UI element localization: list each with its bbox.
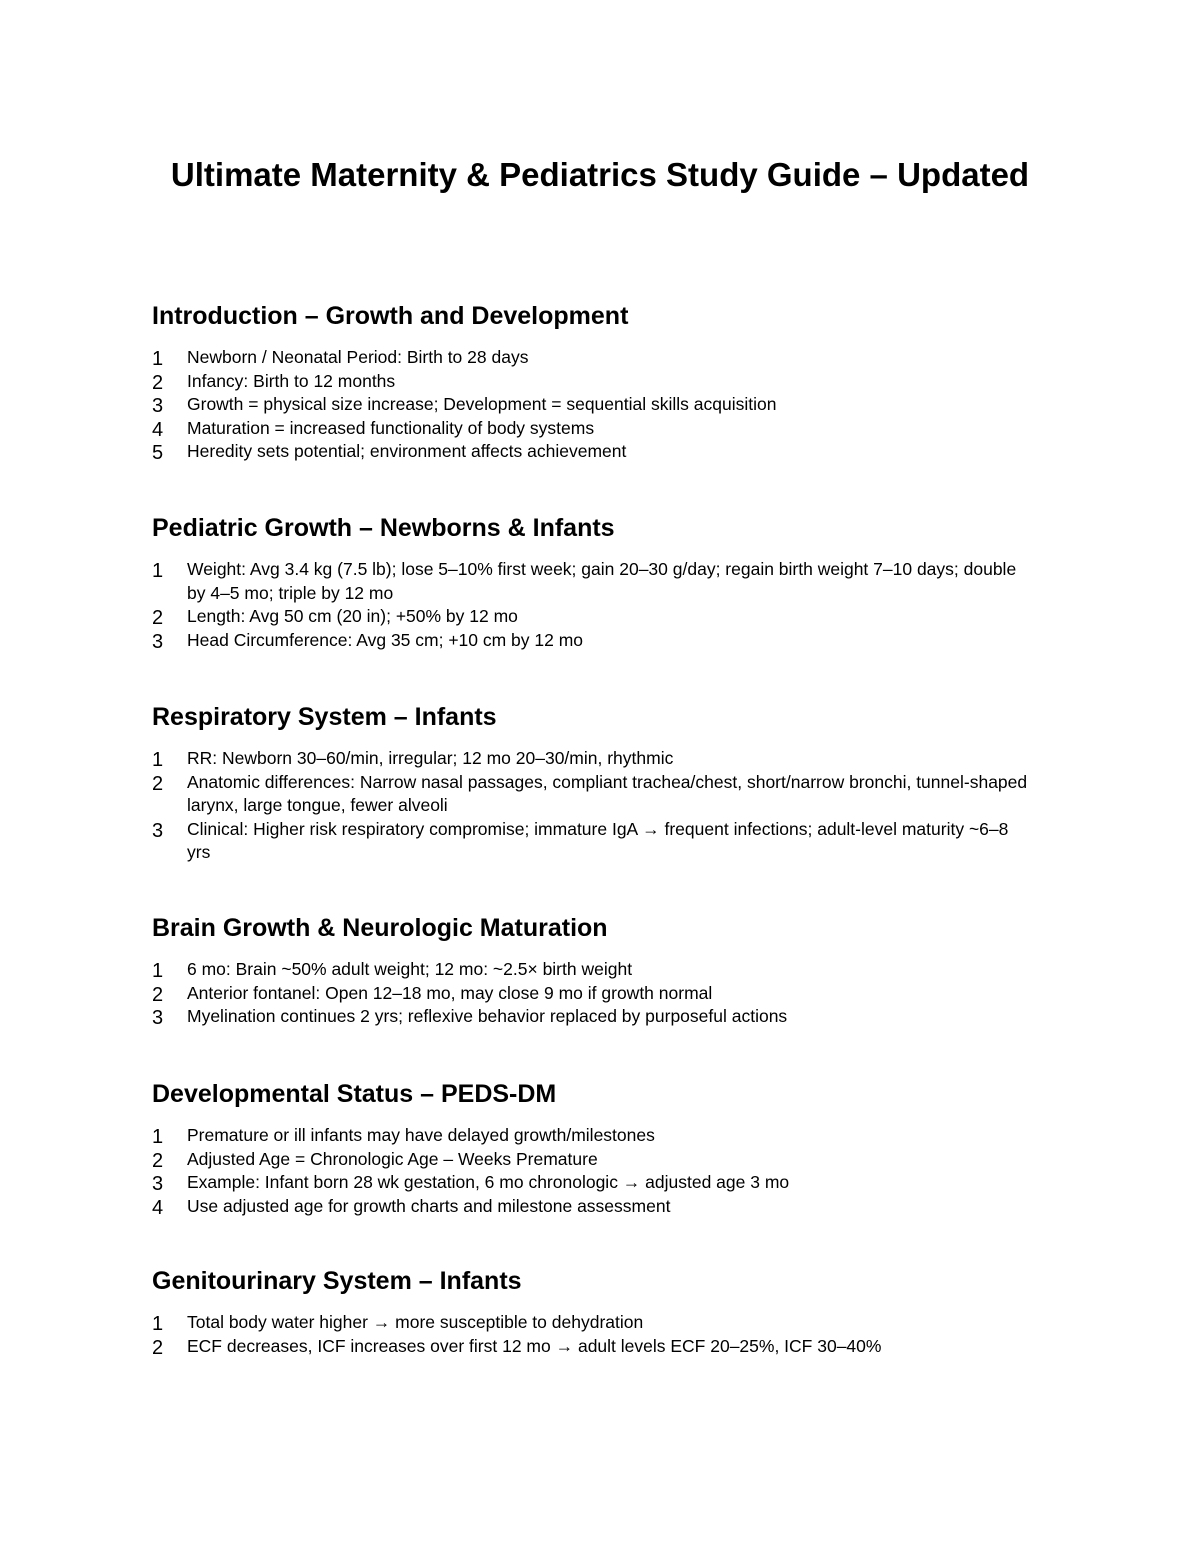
numbered-list <box>152 1311 1032 1358</box>
section-respiratory <box>152 701 1032 865</box>
item-text: ECF decreases, ICF increases over first 12 mo → adult levels ECF 20–25%, ICF 30–40% <box>187 1335 882 1356</box>
list-item <box>152 1148 1032 1172</box>
item-text: Example: Infant born 28 wk gestation, 6 mo chronologic → adjusted age 3 mo <box>187 1172 790 1192</box>
list-item <box>152 1195 1032 1219</box>
section-heading: Respiratory System – Infants <box>152 703 497 731</box>
section-heading: Pediatric Growth – Newborns & Infants <box>152 514 615 542</box>
section-introduction <box>152 300 1032 464</box>
list-item <box>152 747 1032 771</box>
item-text: 6 mo: Brain ~50% adult weight; 12 mo: ~2.5× birth weight <box>187 959 633 979</box>
item-number: 4 <box>152 418 164 441</box>
list-item <box>152 1124 1032 1148</box>
item-number: 1 <box>152 1313 164 1335</box>
list-item <box>152 346 1032 370</box>
section-heading: Brain Growth & Neurologic Maturation <box>152 914 608 942</box>
item-text: Head Circumference: Avg 35 cm; +10 cm by 12 mo <box>187 629 584 650</box>
section-heading: Developmental Status – PEDS-DM <box>152 1080 557 1108</box>
numbered-list <box>152 346 1032 464</box>
section-developmental-status <box>152 1078 1032 1218</box>
item-number: 3 <box>152 819 164 842</box>
list-item <box>152 958 1032 982</box>
item-number: 1 <box>152 1126 164 1148</box>
numbered-list <box>152 1124 1032 1218</box>
item-text: Premature or ill infants may have delayed growth/milestones <box>187 1125 655 1145</box>
section-genitourinary <box>152 1265 1032 1358</box>
list-item <box>152 370 1032 394</box>
list-item <box>152 629 1032 653</box>
list-item <box>152 1335 1032 1359</box>
item-text: Anatomic differences: Narrow nasal passages, compliant trachea/chest, short/narrow bronchi, tunnel-shaped larynx, large tongue, fewer alveoli <box>187 771 1028 815</box>
item-number: 2 <box>152 607 164 629</box>
numbered-list <box>152 958 1032 1029</box>
item-number: 3 <box>152 1007 164 1029</box>
item-number: 1 <box>152 749 164 771</box>
section-pediatric-growth <box>152 512 1032 652</box>
item-number: 4 <box>152 1196 164 1219</box>
item-text: Use adjusted age for growth charts and milestone assessment <box>187 1195 671 1216</box>
list-item <box>152 605 1032 629</box>
item-number: 2 <box>152 1336 164 1359</box>
item-number: 1 <box>152 560 164 582</box>
list-item <box>152 1171 1032 1195</box>
list-item <box>152 558 1032 605</box>
item-text: Infancy: Birth to 12 months <box>187 370 396 391</box>
item-text: Length: Avg 50 cm (20 in); +50% by 12 mo <box>187 606 518 626</box>
list-item <box>152 393 1032 417</box>
item-number: 3 <box>152 630 164 653</box>
list-item <box>152 1005 1032 1029</box>
item-number: 1 <box>152 348 164 370</box>
list-item <box>152 1311 1032 1335</box>
list-item <box>152 417 1032 441</box>
item-text: Anterior fontanel: Open 12–18 mo, may close 9 mo if growth normal <box>187 982 713 1003</box>
item-text: Clinical: Higher risk respiratory compromise; immature IgA → frequent infections; adult-level maturity ~6–8 yrs <box>187 818 1009 862</box>
item-text: Maturation = increased functionality of body systems <box>187 417 595 438</box>
item-text: Adjusted Age = Chronologic Age – Weeks Premature <box>187 1148 598 1169</box>
item-number: 3 <box>152 1173 164 1195</box>
list-item <box>152 818 1032 865</box>
item-number: 2 <box>152 772 164 795</box>
item-text: Total body water higher → more susceptible to dehydration <box>187 1312 644 1332</box>
item-text: RR: Newborn 30–60/min, irregular; 12 mo 20–30/min, rhythmic <box>187 748 674 768</box>
item-text: Myelination continues 2 yrs; reflexive behavior replaced by purposeful actions <box>187 1006 788 1026</box>
document-title: Ultimate Maternity & Pediatrics Study Guide – Updated <box>170 156 1030 193</box>
item-number: 2 <box>152 983 164 1006</box>
item-text: Newborn / Neonatal Period: Birth to 28 days <box>187 347 529 367</box>
numbered-list <box>152 747 1032 865</box>
item-number: 2 <box>152 371 164 394</box>
item-text: Heredity sets potential; environment affects achievement <box>187 441 627 461</box>
item-text: Weight: Avg 3.4 kg (7.5 lb); lose 5–10% first week; gain 20–30 g/day; regain birth weight 7–10 days; double by 4–5 mo; triple by 12 mo <box>187 559 1017 603</box>
numbered-list <box>152 558 1032 652</box>
list-item <box>152 982 1032 1006</box>
section-heading: Genitourinary System – Infants <box>152 1267 522 1295</box>
section-brain-growth <box>152 912 1032 1029</box>
section-heading: Introduction – Growth and Development <box>152 302 629 330</box>
item-number: 2 <box>152 1149 164 1172</box>
item-number: 1 <box>152 960 164 982</box>
item-number: 5 <box>152 442 164 464</box>
item-number: 3 <box>152 395 164 417</box>
list-item <box>152 771 1032 818</box>
item-text: Growth = physical size increase; Development = sequential skills acquisition <box>187 394 777 414</box>
list-item <box>152 440 1032 464</box>
